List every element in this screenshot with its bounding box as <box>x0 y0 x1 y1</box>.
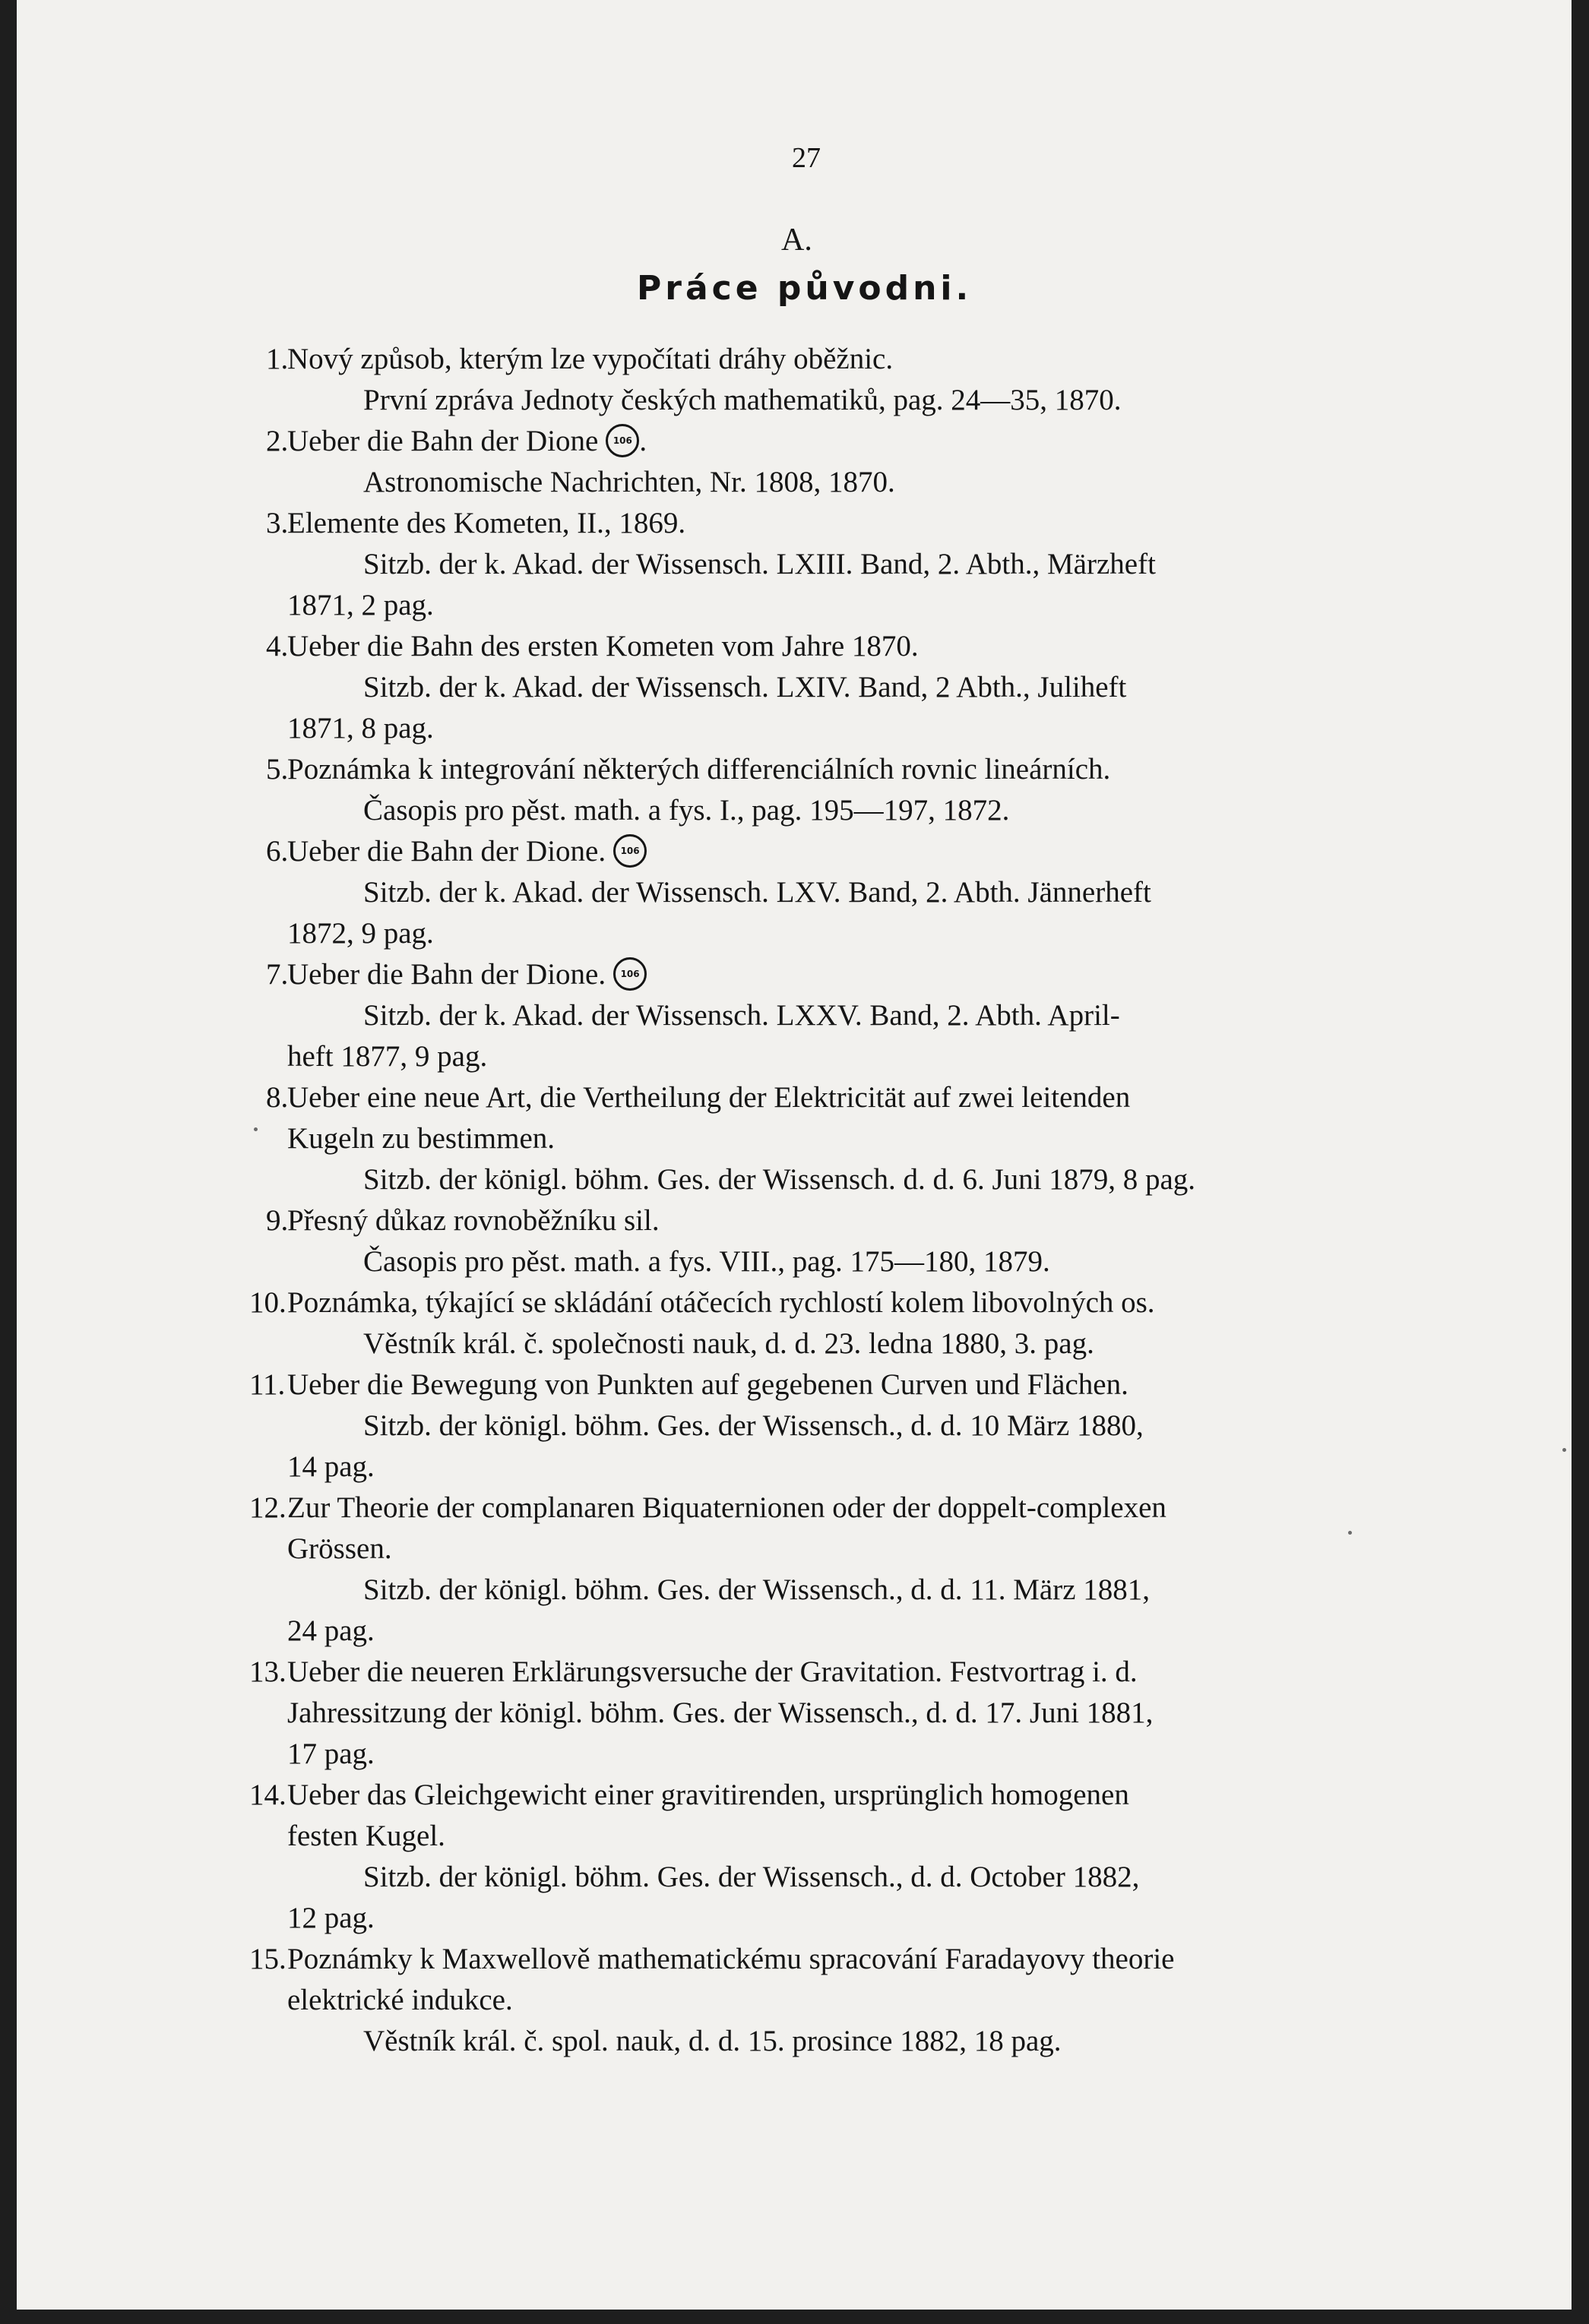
entry-number: 13. <box>249 1655 286 1688</box>
entry-title: Přesný důkaz rovnoběžníku sil. <box>287 1204 660 1237</box>
entry-number: 14. <box>249 1779 286 1811</box>
entry-reference-continuation: heft 1877, 9 pag. <box>287 1040 488 1073</box>
entry-number: 12. <box>249 1491 286 1524</box>
entry-reference: Sitzb. der k. Akad. der Wissensch. LXIV. Band, 2 Abth., Juliheft <box>363 671 1127 704</box>
entry-number: 6. <box>266 835 289 868</box>
entry-title: Ueber das Gleichgewicht einer gravitirenden, ursprünglich homogenen <box>287 1779 1129 1811</box>
asteroid-106-symbol-icon: 106 <box>613 957 647 991</box>
entry-title <box>287 424 647 459</box>
asteroid-106-symbol-icon: 106 <box>613 834 647 868</box>
entry-number: 2. <box>266 425 289 457</box>
entry-number: 11. <box>249 1368 286 1401</box>
entry-title: Ueber die Bewegung von Punkten auf gegebenen Curven und Flächen. <box>287 1368 1128 1401</box>
entry-title: Ueber eine neue Art, die Vertheilung der Elektricität auf zwei leitenden <box>287 1081 1131 1114</box>
scan-speck <box>254 1127 258 1131</box>
entry-reference: První zpráva Jednoty českých mathematiků, pag. 24—35, 1870. <box>363 384 1122 416</box>
entry-reference: Sitzb. der königl. böhm. Ges. der Wissensch., d. d. 10 März 1880, <box>363 1409 1144 1442</box>
entry-title-continuation: Jahressitzung der königl. böhm. Ges. der Wissensch., d. d. 17. Juni 1881, <box>287 1696 1154 1729</box>
entry-reference-continuation: 24 pag. <box>287 1614 375 1647</box>
entry-number: 3. <box>266 507 289 539</box>
entry-number: 10. <box>249 1286 286 1319</box>
entry-title-continuation: 17 pag. <box>287 1737 375 1770</box>
entry-reference: Věstník král. č. společnosti nauk, d. d. 23. ledna 1880, 3. pag. <box>363 1327 1094 1360</box>
entry-title-text: Ueber die Bahn der Dione. <box>287 835 606 868</box>
entry-reference: Časopis pro pěst. math. a fys. VIII., pag. 175—180, 1879. <box>363 1245 1050 1278</box>
asteroid-106-symbol-icon: 106 <box>606 424 639 457</box>
scan-speck <box>1562 1448 1566 1452</box>
section-title: Práce původni. <box>637 269 973 308</box>
entry-reference-continuation: 1871, 8 pag. <box>287 712 434 745</box>
entry-title-continuation: elektrické indukce. <box>287 1984 513 2016</box>
text-block <box>17 0 1572 2310</box>
entry-number: 4. <box>266 630 289 662</box>
entry-title: Nový způsob, kterým lze vypočítati dráhy oběžnic. <box>287 343 894 375</box>
entry-number: 7. <box>266 958 289 991</box>
entry-reference-continuation: 1872, 9 pag. <box>287 917 434 950</box>
entry-reference: Sitzb. der königl. böhm. Ges. der Wissensch. d. d. 6. Juni 1879, 8 pag. <box>363 1163 1196 1196</box>
entry-title-text: Ueber die Bahn der Dione <box>287 425 599 457</box>
entry-reference-continuation: 14 pag. <box>287 1450 375 1483</box>
scan-speck <box>1348 1531 1352 1535</box>
entry-reference-continuation: 12 pag. <box>287 1902 375 1934</box>
entry-reference: Sitzb. der k. Akad. der Wissensch. LXIII. Band, 2. Abth., Märzheft <box>363 548 1156 580</box>
entry-number: 5. <box>266 753 289 786</box>
entry-reference: Časopis pro pěst. math. a fys. I., pag. 195—197, 1872. <box>363 794 1010 827</box>
entry-reference-continuation: 1871, 2 pag. <box>287 589 434 621</box>
entry-title: Ueber die neueren Erklärungsversuche der Gravitation. Festvortrag i. d. <box>287 1655 1138 1688</box>
entry-title-continuation: Grössen. <box>287 1532 392 1565</box>
entry-reference: Sitzb. der k. Akad. der Wissensch. LXV. Band, 2. Abth. Jännerheft <box>363 876 1151 909</box>
entry-title: Elemente des Kometen, II., 1869. <box>287 507 686 539</box>
entry-number: 9. <box>266 1204 289 1237</box>
entry-number: 8. <box>266 1081 289 1114</box>
entry-number: 15. <box>249 1943 286 1975</box>
page-number: 27 <box>792 142 821 174</box>
entry-title: Ueber die Bahn des ersten Kometen vom Jahre 1870. <box>287 630 919 662</box>
entry-title <box>287 957 647 992</box>
entry-reference: Věstník král. č. spol. nauk, d. d. 15. prosince 1882, 18 pag. <box>363 2025 1062 2057</box>
entry-reference: Sitzb. der k. Akad. der Wissensch. LXXV. Band, 2. Abth. April- <box>363 999 1120 1032</box>
section-letter: A. <box>781 223 812 258</box>
entry-number: 1. <box>266 343 289 375</box>
entry-title-continuation: Kugeln zu bestimmen. <box>287 1122 556 1155</box>
entry-title: Poznámka k integrování některých differenciálních rovnic lineárních. <box>287 753 1111 786</box>
entry-title: Zur Theorie der complanaren Biquaternionen oder der doppelt-complexen <box>287 1491 1166 1524</box>
entry-title <box>287 834 647 869</box>
entry-title: Poznámka, týkající se skládání otáčecích rychlostí kolem libovolných os. <box>287 1286 1155 1319</box>
entry-reference: Sitzb. der königl. böhm. Ges. der Wissensch., d. d. October 1882, <box>363 1861 1140 1893</box>
entry-title-continuation: festen Kugel. <box>287 1820 445 1852</box>
document-page <box>17 0 1572 2310</box>
entry-reference: Astronomische Nachrichten, Nr. 1808, 1870. <box>363 466 895 498</box>
entry-reference: Sitzb. der königl. böhm. Ges. der Wissensch., d. d. 11. März 1881, <box>363 1573 1151 1606</box>
entry-title: Poznámky k Maxwellově mathematickému spracování Faradayovy theorie <box>287 1943 1175 1975</box>
entry-title-text: Ueber die Bahn der Dione. <box>287 958 606 991</box>
entry-title-punctuation: . <box>639 425 647 457</box>
